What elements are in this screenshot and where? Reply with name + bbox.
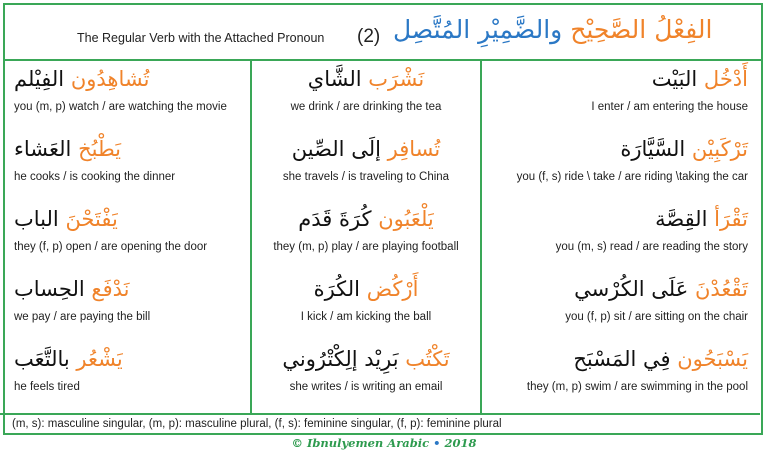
arabic-object: عَلَى الكُرْسي xyxy=(574,277,689,301)
arabic-phrase xyxy=(655,199,748,239)
vocab-entry xyxy=(482,129,758,199)
arabic-object: الكُرَة xyxy=(313,277,361,301)
arabic-verb: يَلْعَبُون xyxy=(378,207,434,231)
english-translation: we drink / are drinking the tea xyxy=(290,101,442,113)
english-translation: we pay / are paying the bill xyxy=(14,311,151,323)
arabic-phrase xyxy=(252,199,480,239)
english-translation: she travels / is traveling to China xyxy=(282,171,450,183)
arabic-phrase xyxy=(252,269,480,309)
english-translation: you (f, p) sit / are sitting on the chair xyxy=(565,311,748,323)
arabic-verb: يَشْعُر xyxy=(76,347,123,371)
arabic-object: كُرَةَ قَدَم xyxy=(298,207,372,231)
arabic-phrase xyxy=(252,129,480,169)
english-translation: you (m, p) watch / are watching the movie xyxy=(14,101,227,113)
title-arabic xyxy=(393,15,712,44)
footer-brand: © Ibnulyemen Arabic xyxy=(291,436,430,450)
vocab-entry xyxy=(482,339,758,409)
arabic-verb: يَفْتَحْنَ xyxy=(65,207,118,231)
column-middle xyxy=(252,59,482,413)
arabic-object: القِصَّة xyxy=(655,207,708,231)
arabic-object: الحِساب xyxy=(14,277,85,301)
arabic-object: السَّيَّارَة xyxy=(620,137,686,161)
arabic-object: إلَى الصِّين xyxy=(291,137,381,161)
arabic-verb: يَطْبُخ xyxy=(78,137,122,161)
vocab-entry xyxy=(252,129,480,199)
column-right xyxy=(482,59,758,413)
arabic-verb: يَسْبَحُون xyxy=(677,347,748,371)
english-translation: they (m, p) play / are playing football xyxy=(273,241,459,253)
english-translation: you (m, s) read / are reading the story xyxy=(555,241,748,253)
english-translation: she writes / is writing an email xyxy=(289,381,443,393)
vocab-entry xyxy=(6,59,250,129)
title-number: (2) xyxy=(357,26,381,47)
arabic-phrase xyxy=(574,269,748,309)
vocab-entry xyxy=(252,269,480,339)
title-arabic-part1: الفِعْلُ الصَّحِيْح xyxy=(570,15,713,44)
vocab-entry xyxy=(252,339,480,409)
arabic-object: بَرِيْد إلِكْتْرُوني xyxy=(282,347,399,371)
english-translation: I kick / am kicking the ball xyxy=(300,311,432,323)
arabic-verb: أَدْخُل xyxy=(703,67,748,91)
english-translation: I enter / am entering the house xyxy=(591,101,748,113)
arabic-verb: تَقْرَأ xyxy=(714,207,748,231)
arabic-phrase xyxy=(252,59,480,99)
arabic-object: فِي المَسْبَح xyxy=(573,347,671,371)
arabic-phrase xyxy=(14,269,129,309)
vocab-entry xyxy=(6,129,250,199)
column-left xyxy=(6,59,252,413)
arabic-phrase xyxy=(573,339,748,379)
arabic-object: البَيْت xyxy=(651,67,698,91)
vocab-entry xyxy=(482,199,758,269)
english-translation: you (f, s) ride \ take / are riding \taking the car xyxy=(516,171,748,183)
arabic-verb: تَكْتُب xyxy=(405,347,450,371)
arabic-verb: تُسافِر xyxy=(387,137,441,161)
abbreviation-legend: (m, s): masculine singular, (m, p): masculine plural, (f, s): feminine singular, (f, p): feminine plural xyxy=(12,418,502,430)
arabic-object: الشَّاي xyxy=(307,67,362,91)
arabic-phrase xyxy=(14,129,121,169)
english-translation: he feels tired xyxy=(14,381,80,393)
arabic-phrase xyxy=(14,59,149,99)
vocab-entry xyxy=(6,339,250,409)
english-translation: they (f, p) open / are opening the door xyxy=(14,241,208,253)
arabic-phrase xyxy=(652,59,748,99)
arabic-verb: تَقْعُدْنَ xyxy=(694,277,748,301)
arabic-object: الباب xyxy=(14,207,59,231)
vocab-entry xyxy=(6,269,250,339)
arabic-object: بالتَّعَب xyxy=(14,347,70,371)
arabic-phrase xyxy=(14,199,118,239)
english-translation: they (m, p) swim / are swimming in the pool xyxy=(526,381,748,393)
footer-year: 2018 xyxy=(444,436,477,450)
arabic-verb: نَدْفَع xyxy=(91,277,130,301)
footer-separator: • xyxy=(433,436,441,450)
vocab-entry xyxy=(482,59,758,129)
vocab-entry xyxy=(482,269,758,339)
arabic-phrase xyxy=(252,339,480,379)
header xyxy=(5,5,761,61)
arabic-verb: أَرْكُض xyxy=(366,277,419,301)
arabic-verb: تُشاهِدُون xyxy=(70,67,150,91)
title-english: The Regular Verb with the Attached Pronoun xyxy=(77,31,325,45)
title-arabic-part2: والضَّمِيْرِ المُتَّصِل xyxy=(393,15,563,44)
vocab-entry xyxy=(6,199,250,269)
legend-divider xyxy=(0,413,760,415)
vocab-entry xyxy=(252,59,480,129)
arabic-phrase xyxy=(620,129,748,169)
arabic-phrase xyxy=(14,339,123,379)
arabic-object: الفِيْلم xyxy=(14,67,65,91)
arabic-object: العَشاء xyxy=(14,137,72,161)
arabic-verb: تَرْكَبِيْن xyxy=(691,137,748,161)
arabic-verb: نَشْرَب xyxy=(368,67,425,91)
copyright-footer xyxy=(0,436,768,450)
english-translation: he cooks / is cooking the dinner xyxy=(14,171,176,183)
vocab-entry xyxy=(252,199,480,269)
